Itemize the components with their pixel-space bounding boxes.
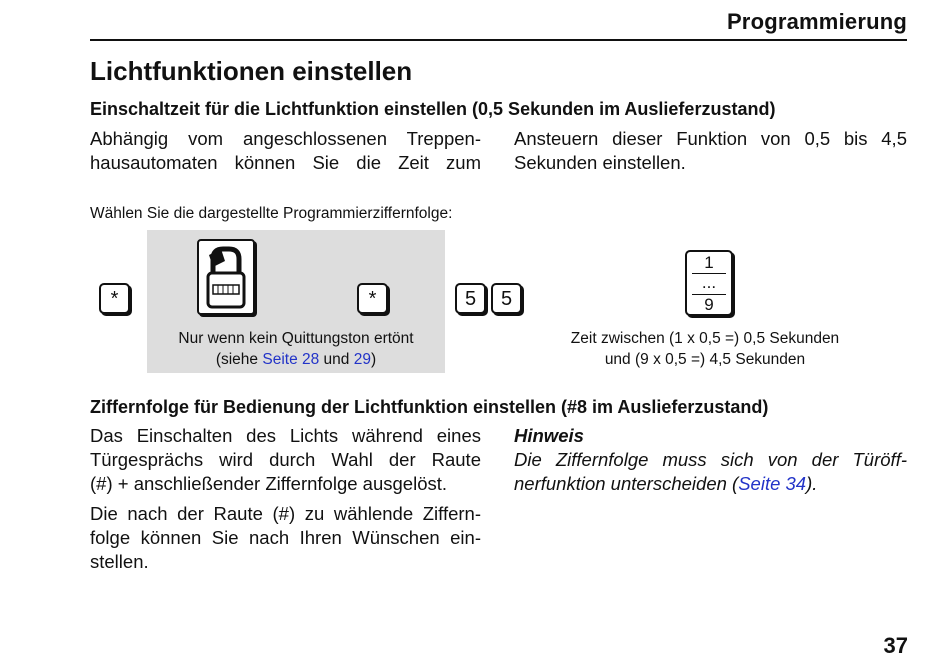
text-line: stellen. — [90, 551, 149, 572]
section2-column-left — [90, 424, 481, 496]
text-line: (#) + anschließender Ziffernfolge ausgelöst. — [90, 473, 448, 494]
section-heading-switch-on-time: Einschaltzeit für die Lichtfunktion einstellen (0,5 Sekunden im Auslieferzustand) — [90, 99, 776, 119]
page-title: Lichtfunktionen einstellen — [90, 56, 413, 86]
text-line: Das Einschalten des Lichts während eines — [90, 425, 481, 446]
text-line: Ansteuern dieser Funktion von 0,5 bis 4,5 — [514, 128, 907, 149]
conditional-step-caption — [147, 328, 445, 370]
digit-range-start: 1 — [704, 253, 714, 272]
caption-text: ) — [370, 351, 377, 368]
star-key-label: * — [368, 287, 377, 310]
five-key-label: 5 — [464, 287, 477, 310]
five-key-label: 5 — [500, 287, 513, 310]
hint-text: ). — [806, 473, 818, 494]
hint-title: Hinweis — [514, 425, 584, 446]
section1-column-right — [514, 127, 907, 175]
page-link-29[interactable]: 29 — [353, 351, 371, 368]
header-title: Programmierung — [726, 9, 907, 34]
page-number: 37 — [883, 633, 908, 658]
hint-text-line — [514, 472, 907, 496]
hint-box — [514, 424, 907, 496]
text-line: folge können Sie nach Ihren Wünschen ein- — [90, 527, 481, 548]
hint-text-line: Die Ziffernfolge muss sich von der Türöff- — [514, 449, 907, 470]
sequence-intro: Wählen Sie die dargestellte Programmierziffernfolge: — [90, 205, 453, 222]
caption-line: und (9 x 0,5 =) 4,5 Sekunden — [604, 351, 806, 368]
padlock-icon — [199, 241, 253, 313]
section1-column-left — [90, 127, 481, 175]
time-range-caption — [520, 328, 890, 370]
section2-column-left-paragraph2 — [90, 502, 481, 574]
digit-range-key — [685, 250, 733, 316]
digit-range-end: 9 — [704, 295, 714, 314]
caption-text: und — [319, 351, 354, 368]
section-heading-digit-sequence: Ziffernfolge für Bedienung der Lichtfunktion einstellen (#8 im Auslieferzustand) — [90, 397, 769, 417]
caption-line: Zeit zwischen (1 x 0,5 =) 0,5 Sekunden — [570, 330, 840, 347]
lock-key-icon — [197, 239, 255, 315]
text-line: Die nach der Raute (#) zu wählende Ziffern- — [90, 503, 481, 524]
star-key-label: * — [110, 287, 119, 310]
page-link-28[interactable]: Seite 28 — [262, 351, 320, 368]
key-5-button — [491, 283, 522, 314]
key-star-button — [99, 283, 130, 314]
hint-text: nerfunktion unterscheiden ( — [514, 473, 739, 494]
text-line: Abhängig vom angeschlossenen Treppen- — [90, 128, 481, 149]
caption-line — [147, 349, 445, 370]
caption-text: (siehe — [215, 351, 263, 368]
caption-line: Nur wenn kein Quittungston ertönt — [178, 330, 414, 347]
key-star-button — [357, 283, 388, 314]
text-line: Türgesprächs wird durch Wahl der Raute — [90, 449, 481, 470]
digit-range-ellipsis: ... — [701, 273, 717, 292]
key-5-button — [455, 283, 486, 314]
text-line: Sekunden einstellen. — [514, 152, 686, 173]
page-link-34[interactable]: Seite 34 — [738, 473, 807, 494]
text-line: hausautomaten können Sie die Zeit zum — [90, 152, 481, 173]
header-rule — [90, 39, 907, 41]
